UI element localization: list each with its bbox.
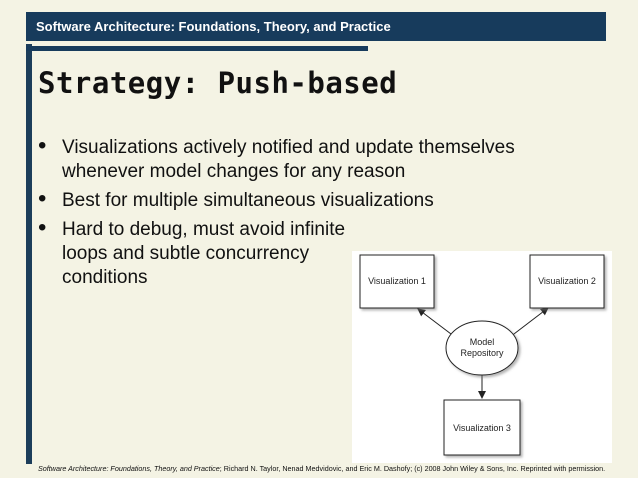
bullet-text: Visualizations actively notified and update themselves whenever model changes for any reason xyxy=(62,137,515,182)
model-repository-label-line1: Model xyxy=(469,337,495,347)
bullet-item xyxy=(38,132,598,184)
arrow-to-visualization-2 xyxy=(510,308,548,337)
header-underline xyxy=(26,46,368,51)
visualization-2-label: Visualization 2 xyxy=(538,276,596,286)
bullet-item xyxy=(38,185,598,213)
arrow-to-visualization-1 xyxy=(418,309,455,337)
footer-citation: ; Richard N. Taylor, Nenad Medvidovic, and Eric M. Dashofy; (c) 2008 John Wiley & Sons, Inc. Reprinted with permission. xyxy=(219,464,606,473)
visualization-3-label: Visualization 3 xyxy=(453,423,511,433)
bullet-icon: • xyxy=(38,214,47,241)
push-diagram xyxy=(352,251,612,463)
bullet-icon: • xyxy=(38,132,47,159)
diagram-svg xyxy=(352,251,612,463)
bullet-item xyxy=(38,214,392,290)
footer-book-title: Software Architecture: Foundations, Theory, and Practice xyxy=(38,464,220,473)
model-repository-label-line2: Repository xyxy=(460,348,504,358)
slide-header: Software Architecture: Foundations, Theory, and Practice xyxy=(26,12,606,41)
slide-footer xyxy=(38,464,628,473)
bullet-text: Hard to debug, must avoid infinite loops and subtle concurrency conditions xyxy=(62,219,346,288)
bullet-icon: • xyxy=(38,185,47,212)
bullet-text: Best for multiple simultaneous visualizations xyxy=(62,190,434,211)
slide-title: Strategy: Push-based xyxy=(38,66,398,100)
visualization-1-label: Visualization 1 xyxy=(368,276,426,286)
left-accent-bar xyxy=(26,44,32,464)
